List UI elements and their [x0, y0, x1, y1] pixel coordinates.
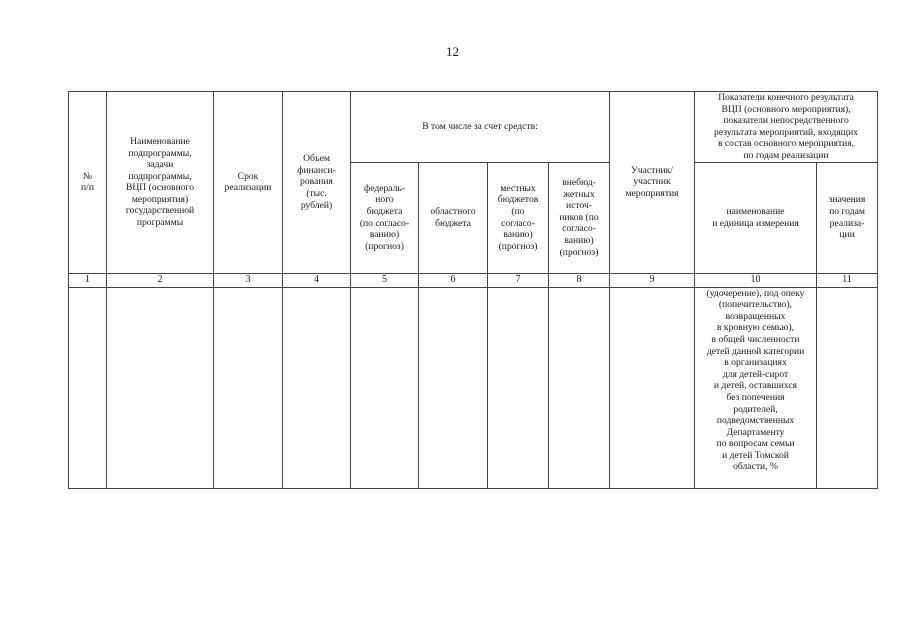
indicator-text-line: родителей, [733, 403, 778, 415]
indicator-text-line: и детей, оставшихся [713, 380, 798, 392]
column-number: 5 [351, 273, 419, 287]
indicator-text-line: в общей численности [711, 333, 800, 345]
cell-empty [351, 287, 419, 488]
header-funding-sources-group: В том числе за счет средств: [351, 92, 610, 163]
column-number: 1 [69, 273, 107, 287]
indicator-text-line: по вопросам семьи [716, 438, 795, 450]
indicator-text-line: для детей-сирот [722, 368, 789, 380]
header-period: Срок реализации [214, 92, 283, 274]
column-number: 10 [695, 273, 817, 287]
header-indicators-group: Показатели конечного результата ВЦП (основного мероприятия), показатели непосредственного результата мероприятий, входящих в состав основного мероприятия, по годам реализации [695, 92, 878, 163]
header-subprogram-name: Наименование подпрограммы, задачи подпрограммы, ВЦП (основного мероприятия) государственной программы [107, 92, 214, 274]
indicator-text-line: Департаменту [726, 426, 785, 438]
indicator-text-line: области, % [733, 461, 778, 473]
indicator-text-line: детей данной категории [706, 345, 805, 357]
program-table [68, 91, 878, 489]
header-participant: Участник/ участник мероприятия [610, 92, 695, 274]
cell-empty [610, 287, 695, 488]
header-number: № п/п [69, 92, 107, 274]
indicator-text-line: (удочерение), под опеку [706, 287, 805, 299]
column-number: 11 [817, 273, 878, 287]
indicator-description-cell [695, 287, 817, 488]
column-number: 4 [283, 273, 351, 287]
column-number: 8 [549, 273, 610, 287]
header-extrabudgetary: внебюд- жетных источ- ников (по согласо- ванию) (прогноз) [549, 162, 610, 273]
header-indicator-values: значения по годам реализа- ции [817, 162, 878, 273]
header-indicator-name: наименование и единица измерения [695, 162, 817, 273]
cell-empty [283, 287, 351, 488]
column-number: 6 [419, 273, 488, 287]
cell-empty [214, 287, 283, 488]
header-regional-budget: областного бюджета [419, 162, 488, 273]
indicator-text-line: (попечительство), [718, 299, 793, 311]
indicator-text-line: в организациях [724, 357, 787, 369]
indicator-text-line: в кровную семью), [716, 322, 795, 334]
indicator-text-line: и детей Томской [722, 449, 789, 461]
column-number: 9 [610, 273, 695, 287]
column-number: 3 [214, 273, 283, 287]
column-number: 7 [488, 273, 549, 287]
header-federal-budget: федераль- ного бюджета (по согласо- ванию) (прогноз) [351, 162, 419, 273]
header-local-budgets: местных бюджетов (по согласо- ванию) (прогноз) [488, 162, 549, 273]
indicator-text-line: без попечения [726, 391, 785, 403]
cell-empty [107, 287, 214, 488]
cell-empty [419, 287, 488, 488]
cell-empty [817, 287, 878, 488]
header-funding-volume: Объем финанси- рования (тыс. рублей) [283, 92, 351, 274]
page-number: 12 [446, 44, 459, 59]
cell-empty [488, 287, 549, 488]
indicator-text-line: возвращенных [725, 310, 786, 322]
column-numbers-row [69, 273, 878, 287]
cell-empty [549, 287, 610, 488]
column-number: 2 [107, 273, 214, 287]
table-row [69, 287, 878, 488]
indicator-text-line: подведомственных [716, 415, 795, 427]
cell-empty [69, 287, 107, 488]
